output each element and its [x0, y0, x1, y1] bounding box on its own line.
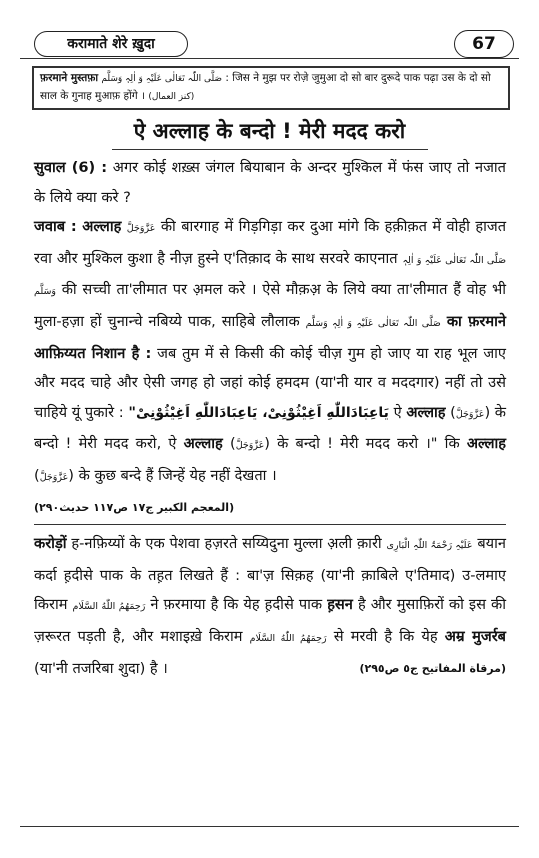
page-number: 67 [454, 30, 514, 58]
rahmatullah-honorific: عَلَیْہِ رَحْمَۃُ اللّٰہِ الْبَارِی [386, 540, 473, 552]
answer-text-8: के कुछ बन्दे हैं जिन्हें येह नहीं देखता । [78, 466, 277, 484]
commentary-text-5: है और मुसाफ़िरों को इस की ज़रूरत पड़ती है, और मशाइख़े किराम [34, 596, 506, 645]
rahimahum-honorific: رَحِمَهُمُ اللّٰهُ السَّلَام [249, 632, 327, 644]
question-text: अगर कोई शख़्स जंगल बियाबान के अन्दर मुश्किल में फंस जाए तो नजात के लिये क्या करे ? [34, 159, 506, 206]
answer-text-3: का फ़रमाने आफ़िय्यत निशान है : [34, 312, 507, 362]
heading-underline [112, 149, 428, 150]
salawat-honorific: صَلَّی اللّٰہ تَعَالٰی عَلَیْہِ وَ اٰلِہٖ وَسَلَّم [305, 317, 441, 329]
answer-text-6: के बन्दो ! मेरी मदद करो, ऐ [34, 403, 507, 453]
footer-divider [20, 826, 519, 827]
question-paragraph [34, 153, 506, 212]
question-label: सुवाल (6) : [34, 159, 108, 176]
hasan-word: ह़सन [327, 596, 353, 614]
allah-word: अल्लाह [466, 435, 507, 453]
azzawajal-honorific: عَزَّوَجَلَّ [39, 471, 69, 483]
azzawajal-honorific: عَزَّوَجَلَّ [235, 440, 265, 452]
commentary-text-7: (या'नी तजरिबा शुदा) है । [34, 659, 168, 677]
allah-word: अल्लाह [183, 435, 223, 453]
commentary-text-3: बा'ज़ सिक़ह (या'नी क़ाबिले ए'तिमाद) उ-लमाए किराम [34, 566, 506, 614]
answer-text-1: की बारगाह में गिड़गिड़ा कर दुआ मांगे कि हक़ीक़त में वोही हाजत रवा और मुश्किल कुशा है नीज़ हुस्ने ए'तिक़ाद के साथ सरवरे काएनात [34, 218, 507, 267]
section-heading: ऐ अल्लाह के बन्दो ! मेरी मदद करो [133, 119, 406, 143]
commentary-text-6: से मरवी है कि येह [333, 627, 438, 645]
commentary-paragraph [34, 529, 506, 683]
answer-paragraph: जवाब : अल्लाह عَزَّوَجَلَّ की बारगाह में गिड़गिड़ा कर दुआ मांगे कि हक़ीक़त में वोही हाजत रवा और मुश्किल कुशा है नीज़ हुस्ने ए'तिक़ाद के साथ सरवरे काएनात صَلَّی اللّٰہ تَعَالٰی عَلَیْہِ وَ اٰلِہٖ وَسَلَّم की सच्ची ता'लीमात पर अ़मल करे । ऐसे मौक़अ़ के लिये क्या ता'लीमात हैं वोह भी मुला-हज़ा हों चुनान्चे नबिय्ये पाक, साहिबे लौलाक صَلَّی اللّٰہ تَعَالٰی عَلَیْہِ وَ اٰلِہٖ وَسَلَّم का फ़रमाने आफ़िय्यत निशान है : जब तुम में से किसी की कोई चीज़ गुम हो जाए या राह भूल जाए और मदद चाहे और ऐसी जगह हो जहां कोई हमदम (या'नी यार व मददगार) नहीं तो उसे चाहिये यूं पुकारे : "يَاعِبَادَاللّٰهِ اَغِيْثُوْنِىْ، يَاعِبَادَاللّٰهِ اَغِيْثُوْنِىْ ऐ अल्लाह (عَزَّوَجَلَّ) के बन्दो ! मेरी मदद करो, ऐ अल्लाह (عَزَّوَجَلَّ) के बन्दो ! मेरी मदद करो ।" कि अल्लाह (عَزَّوَجَلَّ) के कुछ बन्दे हैं जिन्हें येह नहीं देखता । [34, 218, 507, 484]
allah-word: अल्लाह [82, 218, 122, 236]
answer-text-7: के बन्दो ! मेरी मदद करो ।" कि [277, 435, 460, 453]
answer-text-2: की सच्ची ता'लीमात पर अ़मल करे । ऐसे मौक़अ़ के लिये क्या ता'लीमात हैं वोह भी मुला-हज़ा हों चुनान्चे नबिय्ये पाक, साहिबे लौलाक [34, 281, 506, 330]
commentary-text-4: ने फ़रमाया है कि येह ह़दीसे पाक [150, 596, 323, 614]
allah-word: अल्लाह [406, 403, 446, 421]
commentary-text-2: बयान कर्दा ह़दीसे पाक के तह़त लिखते हैं : [34, 535, 506, 584]
header-divider [20, 58, 519, 59]
azzawajal-honorific: عَزَّوَجَلَّ [455, 408, 485, 420]
book-title: करामाते शेरे ख़ुदा [34, 31, 188, 57]
azzawajal-honorific: عَزَّوَجَلَّ [126, 223, 156, 235]
answer-label: जवाब : [34, 218, 77, 236]
salawat-honorific: صَلَّی اللّٰہ تَعَالٰی عَلَیْہِ وَ اٰلِہٖ وَسَلَّم [34, 254, 507, 298]
hadith-salawat: صَلَّی اللّٰہ تَعَالٰی عَلَیْہِ وَ اٰلِہٖ وَسَلَّم [101, 74, 223, 84]
section-divider [34, 524, 506, 525]
commentary-lead: करोड़ों [34, 535, 67, 553]
answer-text-4: जब तुम में से किसी की कोई चीज़ गुम हो जाए या राह भूल जाए और मदद चाहे और ऐसी जगह हो जहां कोई हमदम (या'नी यार व मददगार) नहीं तो उसे चाहिये यूं पुकारे : [34, 344, 507, 421]
body-text [34, 153, 506, 683]
hadith-text: : जिस ने मुझ पर रोज़े जुमुआ दो सो बार दुरूदे पाक पढ़ा उस के दो सो साल के गुनाह मुआफ़ होंगे । [40, 72, 491, 102]
arabic-call: يَاعِبَادَاللّٰهِ اَغِيْثُوْنِىْ، يَاعِبَادَاللّٰهِ اَغِيْثُوْنِىْ [135, 404, 389, 421]
hadith-source: (کنز العمال) [148, 92, 195, 102]
reference-2: (مرقاة المفاتيح ج٥ ص٢٩٥) [359, 661, 506, 675]
commentary-text-1: ह-नफ़िय्यों के एक पेशवा हज़रते सय्यिदुना मुल्ला अ़ली क़ारी [71, 535, 382, 553]
hadith-box [32, 66, 510, 110]
hadith-label: फ़रमाने मुस्तफ़ा [40, 72, 99, 84]
answer-text-5: ऐ [393, 403, 402, 421]
reference-1: (المعجم الكبير ج١٧ ص١١٧ حديث٢٩٠) [34, 500, 235, 514]
rahimahum-honorific: رَحِمَهُمُ اللّٰهُ السَّلَام [72, 601, 146, 613]
mujarrab-word: अम्र मुजर्रब [444, 627, 507, 645]
